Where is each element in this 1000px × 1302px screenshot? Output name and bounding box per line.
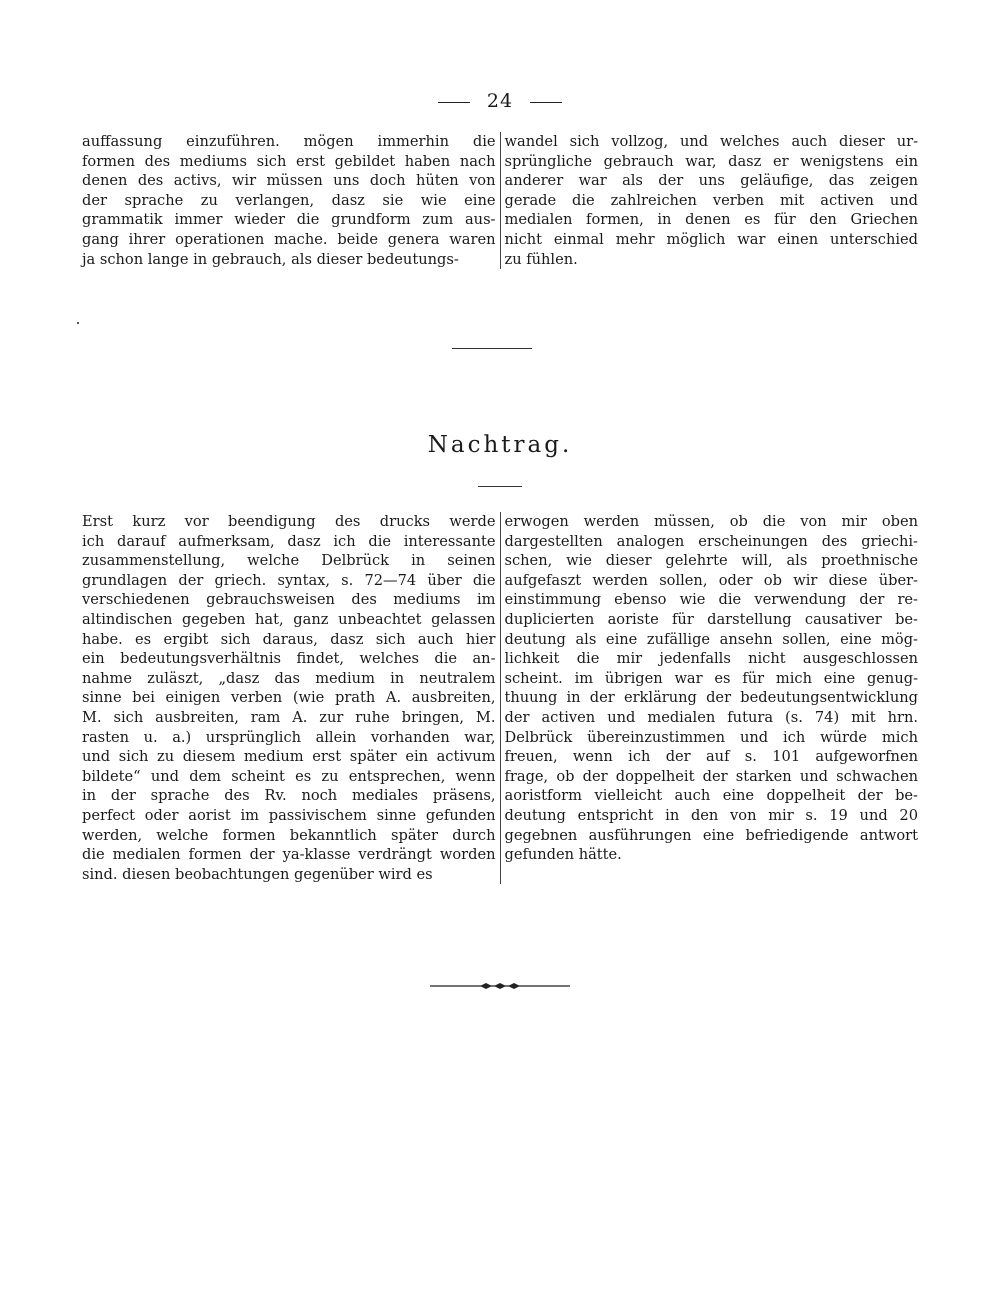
nachtrag-left-column xyxy=(82,512,501,884)
text-line: der activen und medialen futura (s. 74) mit hrn. xyxy=(504,708,918,726)
text-line: gegebnen ausführungen eine befriedigende antwort xyxy=(504,826,918,844)
text-line: sprüngliche gebrauch war, dasz er wenigstens ein xyxy=(504,152,918,170)
text-line: freuen, wenn ich der auf s. 101 aufgeworfnen xyxy=(504,748,918,766)
text-line: ein bedeutungsverhältnis findet, welches die an- xyxy=(82,650,496,668)
header-dash-left xyxy=(438,102,470,103)
text-line: zu fühlen. xyxy=(504,250,578,268)
text-line: nahme zuläszt, „dasz das medium in neutralem xyxy=(82,669,496,687)
text-line: medialen formen, in denen es für den Griechen xyxy=(504,211,918,229)
text-line: lichkeit die mir jedenfalls nicht ausgeschlossen xyxy=(504,650,918,668)
nachtrag-text-columns xyxy=(82,512,918,884)
text-line: deutung entspricht in den von mir s. 19 und 20 xyxy=(504,806,918,824)
text-line: wandel sich vollzog, und welches auch dieser ur- xyxy=(504,133,918,150)
text-line: dargestellten analogen erscheinungen des griechi- xyxy=(504,532,918,550)
text-line: deutung als eine zufällige ansehn sollen, eine mög- xyxy=(504,630,918,648)
top-right-column xyxy=(501,132,919,269)
top-text-columns xyxy=(82,132,918,269)
margin-mark xyxy=(77,322,79,324)
text-line: werden, welche formen bekanntlich später durch xyxy=(82,826,496,844)
text-line: aufgefaszt werden sollen, oder ob wir diese über- xyxy=(504,571,918,589)
text-line: formen des mediums sich erst gebildet haben nach xyxy=(82,152,496,170)
text-line: scheint. im übrigen war es für mich eine genug- xyxy=(504,669,918,687)
text-line: grammatik immer wieder die grundform zum aus- xyxy=(82,211,496,229)
header-dash-right xyxy=(530,102,562,103)
text-line: thuung in der erklärung der bedeutungsentwicklung xyxy=(504,689,918,707)
text-line: altindischen gegeben hat, ganz unbeachtet gelassen xyxy=(82,610,496,628)
text-line: nicht einmal mehr möglich war einen unterschied xyxy=(504,230,918,248)
text-line: ja schon lange in gebrauch, als dieser bedeutungs- xyxy=(82,250,459,268)
text-line: ich darauf aufmerksam, dasz ich die interessante xyxy=(82,532,496,550)
text-line: perfect oder aorist im passivischem sinne gefunden xyxy=(82,806,496,824)
text-line: frage, ob der doppelheit der starken und schwachen xyxy=(504,767,918,785)
text-line: denen des activs, wir müssen uns doch hüten von xyxy=(82,172,496,190)
text-line: und sich zu diesem medium erst später ein activum xyxy=(82,748,496,766)
nachtrag-right-column xyxy=(501,512,919,884)
top-left-column xyxy=(82,132,501,269)
text-line: die medialen formen der ya-klasse verdrängt worden xyxy=(82,846,496,864)
text-line: sind. diesen beobachtungen gegenüber wird es xyxy=(82,865,433,883)
text-line: verschiedenen gebrauchsweisen des mediums im xyxy=(82,591,496,609)
text-line: schen, wie dieser gelehrte will, als proethnische xyxy=(504,552,918,570)
text-line: gang ihrer operationen mache. beide genera waren xyxy=(82,230,496,248)
text-line: rasten u. a.) ursprünglich allein vorhanden war, xyxy=(82,728,496,746)
text-line: Erst kurz vor beendigung des drucks werde xyxy=(82,513,496,530)
text-line: M. sich ausbreiten, ram A. zur ruhe bringen, M. xyxy=(82,708,496,726)
text-line: erwogen werden müssen, ob die von mir oben xyxy=(504,513,918,530)
text-line: sinne bei einigen verben (wie prath A. ausbreiten, xyxy=(82,689,496,707)
text-line: gefunden hätte. xyxy=(504,846,622,864)
text-line: grundlagen der griech. syntax, s. 72—74 über die xyxy=(82,571,496,589)
text-line: zusammenstellung, welche Delbrück in seinen xyxy=(82,552,496,570)
end-ornament xyxy=(430,982,570,990)
text-line: auffassung einzuführen. mögen immerhin die xyxy=(82,133,496,150)
text-line: bildete“ und dem scheint es zu entsprechen, wenn xyxy=(82,767,496,785)
nachtrag-title: Nachtrag. xyxy=(427,432,573,458)
text-line: habe. es ergibt sich daraus, dasz sich auch hier xyxy=(82,630,496,648)
text-line: der sprache zu verlangen, dasz sie wie eine xyxy=(82,191,496,209)
text-line: einstimmung ebenso wie die verwendung der re- xyxy=(504,591,918,609)
text-line: in der sprache des Rv. noch mediales präsens, xyxy=(82,787,496,805)
page-number: 24 xyxy=(486,90,514,112)
section-divider-rule xyxy=(452,348,532,349)
text-line: gerade die zahlreichen verben mit activen und xyxy=(504,191,918,209)
text-line: anderer war als der uns geläufige, das zeigen xyxy=(504,172,918,190)
text-line: aoristform vielleicht auch eine doppelheit der be- xyxy=(504,787,918,805)
title-underline-rule xyxy=(478,486,522,487)
page-header xyxy=(0,90,1000,112)
text-line: Delbrück übereinzustimmen und ich würde mich xyxy=(504,728,918,746)
text-line: duplicierten aoriste für darstellung causativer be- xyxy=(504,610,918,628)
